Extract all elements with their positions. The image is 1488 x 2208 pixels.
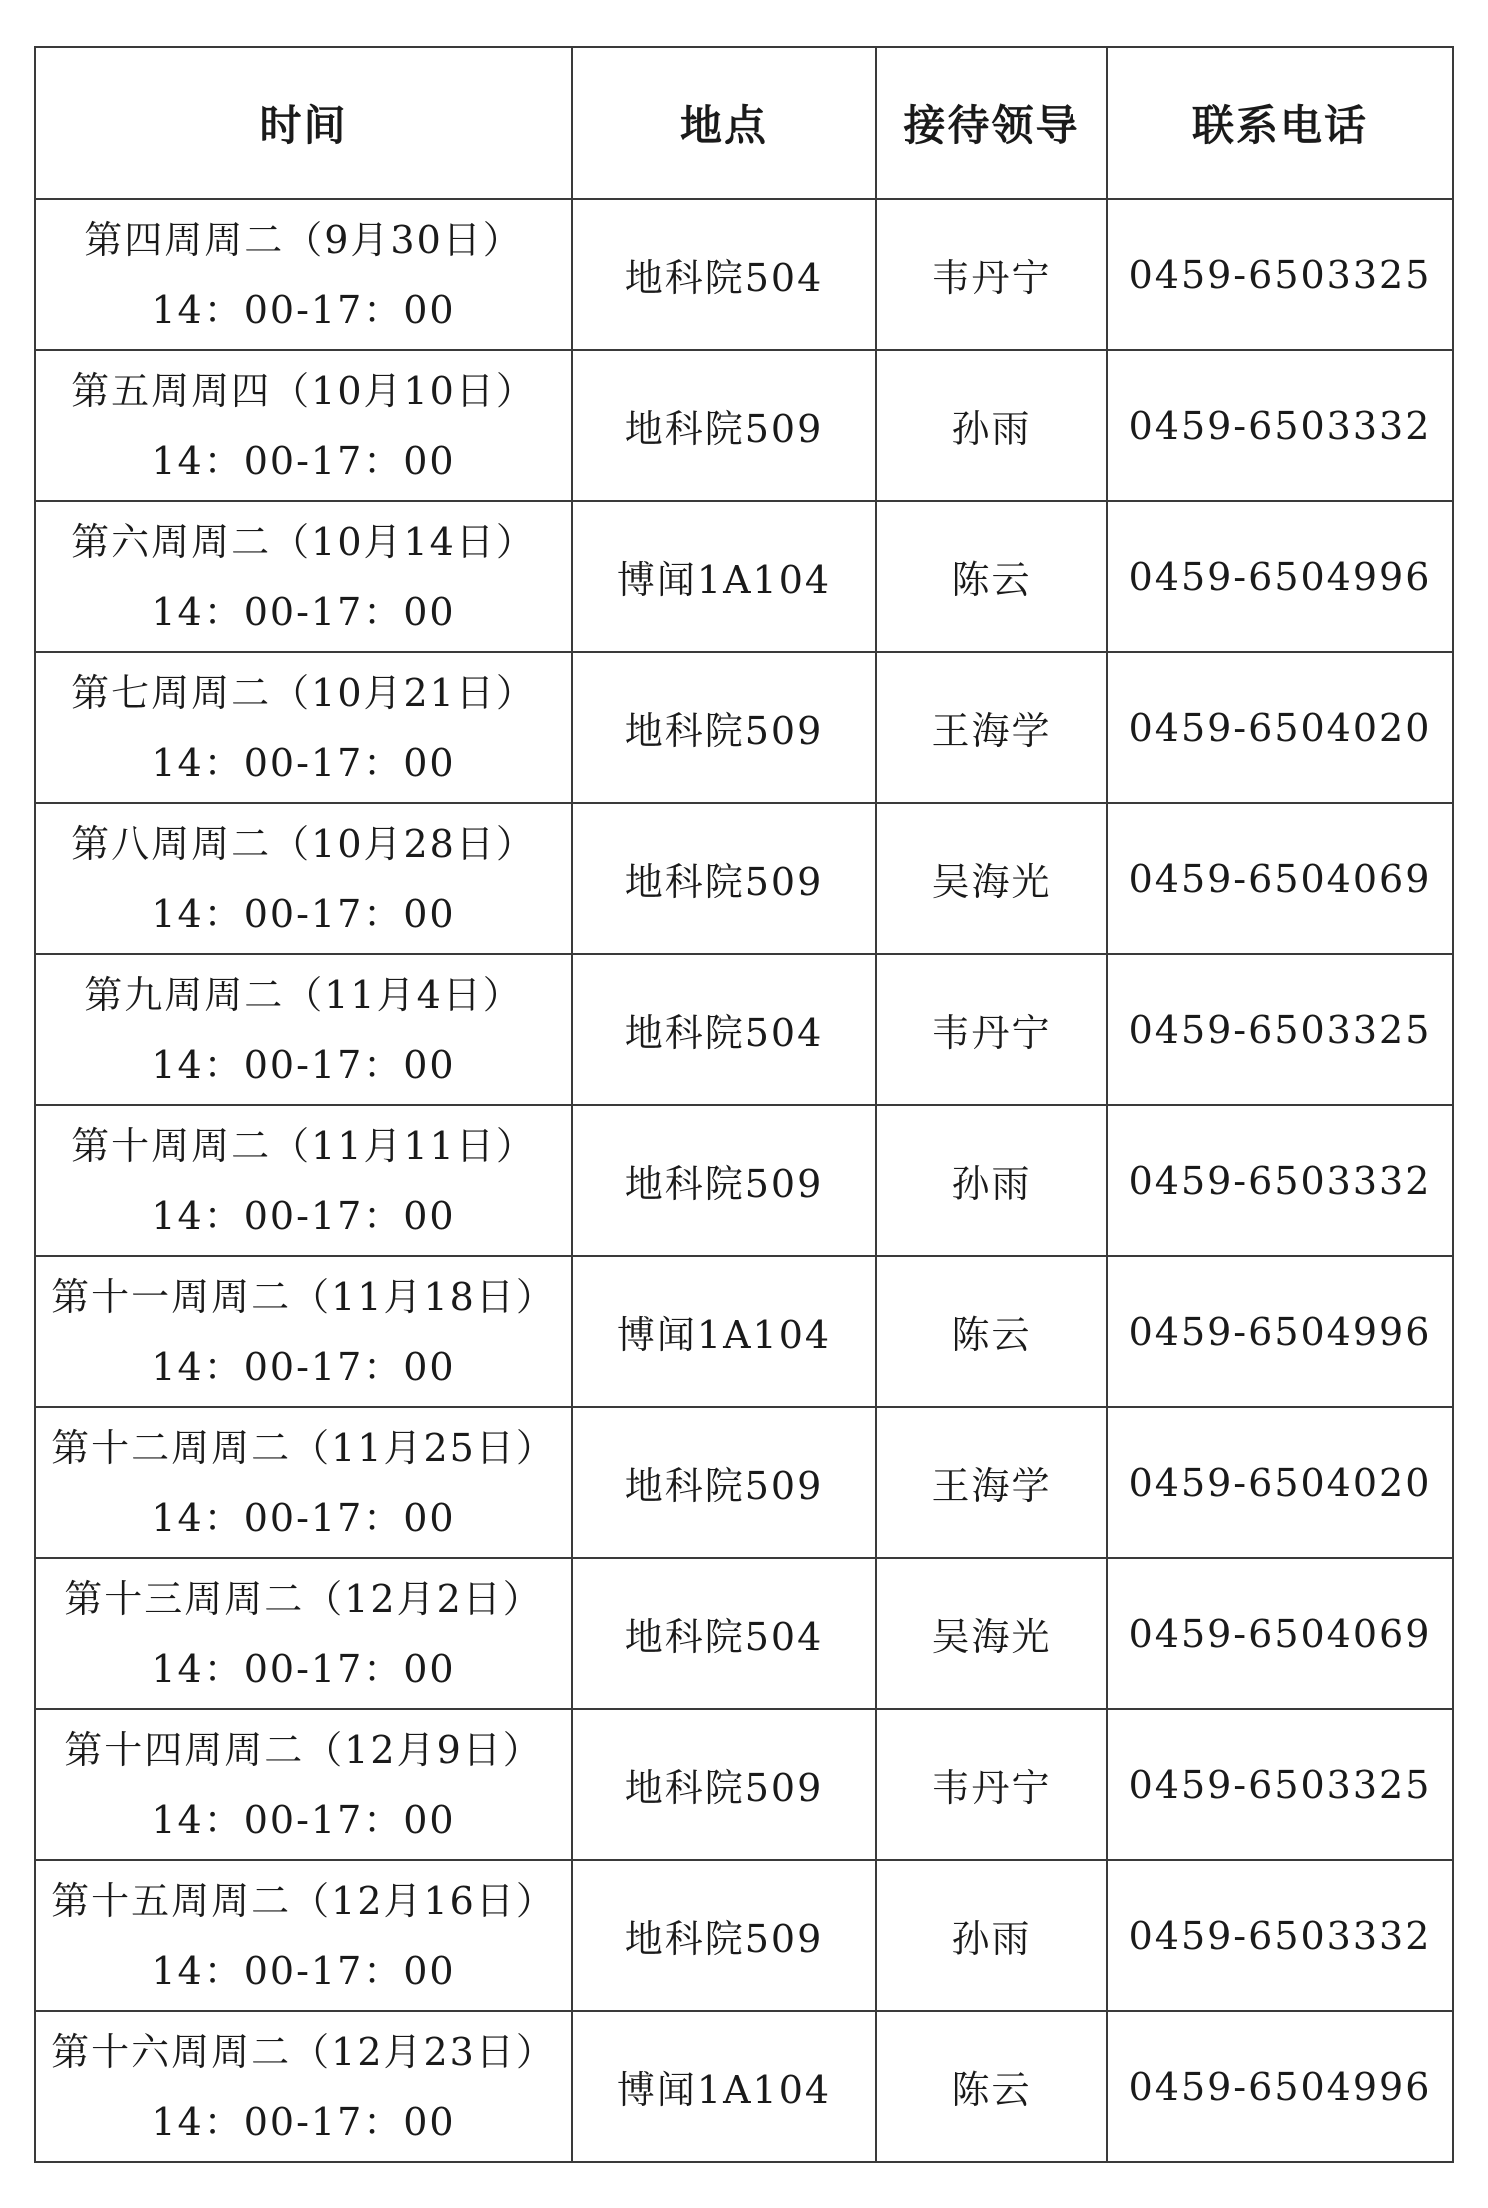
table-row bbox=[35, 1256, 1453, 1407]
cell-time bbox=[35, 1105, 572, 1256]
cell-phone: 0459-6504996 bbox=[1107, 1256, 1453, 1407]
cell-leader: 王海学 bbox=[876, 1407, 1107, 1558]
cell-leader: 陈云 bbox=[876, 1256, 1107, 1407]
cell-leader: 韦丹宁 bbox=[876, 1709, 1107, 1860]
cell-leader: 韦丹宁 bbox=[876, 954, 1107, 1105]
table-row bbox=[35, 1860, 1453, 2011]
cell-place: 地科院504 bbox=[572, 1558, 876, 1709]
cell-time bbox=[35, 2011, 572, 2162]
time-week-date: 第六周周二（10月14日） bbox=[71, 519, 536, 564]
cell-place: 地科院504 bbox=[572, 954, 876, 1105]
cell-phone: 0459-6504069 bbox=[1107, 1558, 1453, 1709]
time-hours: 14：00-17：00 bbox=[151, 740, 456, 785]
time-hours: 14：00-17：00 bbox=[151, 1797, 456, 1842]
cell-place: 博闻1A104 bbox=[572, 501, 876, 652]
time-hours: 14：00-17：00 bbox=[151, 589, 456, 634]
reception-schedule-table bbox=[34, 46, 1454, 2163]
time-week-date: 第四周周二（9月30日） bbox=[84, 217, 523, 262]
cell-leader: 孙雨 bbox=[876, 1860, 1107, 2011]
cell-place: 地科院504 bbox=[572, 199, 876, 350]
header-place: 地点 bbox=[572, 47, 876, 199]
cell-leader: 陈云 bbox=[876, 2011, 1107, 2162]
cell-place: 地科院509 bbox=[572, 803, 876, 954]
table-row bbox=[35, 199, 1453, 350]
table-row bbox=[35, 501, 1453, 652]
time-week-date: 第五周周四（10月10日） bbox=[71, 368, 536, 413]
time-week-date: 第十四周周二（12月9日） bbox=[64, 1727, 543, 1772]
time-week-date: 第十六周周二（12月23日） bbox=[51, 2029, 556, 2074]
header-row bbox=[35, 47, 1453, 199]
cell-time bbox=[35, 1256, 572, 1407]
table-row bbox=[35, 2011, 1453, 2162]
cell-time bbox=[35, 1860, 572, 2011]
cell-time bbox=[35, 1407, 572, 1558]
cell-time bbox=[35, 652, 572, 803]
table-row bbox=[35, 1709, 1453, 1860]
time-week-date: 第十周周二（11月11日） bbox=[71, 1123, 536, 1168]
time-hours: 14：00-17：00 bbox=[151, 1948, 456, 1993]
cell-time bbox=[35, 501, 572, 652]
cell-time bbox=[35, 199, 572, 350]
table-body bbox=[35, 199, 1453, 2162]
cell-phone: 0459-6503332 bbox=[1107, 1105, 1453, 1256]
header-time: 时间 bbox=[35, 47, 572, 199]
table-row bbox=[35, 954, 1453, 1105]
time-week-date: 第八周周二（10月28日） bbox=[71, 821, 536, 866]
cell-place: 博闻1A104 bbox=[572, 2011, 876, 2162]
cell-phone: 0459-6504996 bbox=[1107, 501, 1453, 652]
time-hours: 14：00-17：00 bbox=[151, 287, 456, 332]
cell-phone: 0459-6503325 bbox=[1107, 1709, 1453, 1860]
cell-leader: 吴海光 bbox=[876, 803, 1107, 954]
cell-time bbox=[35, 350, 572, 501]
cell-phone: 0459-6503332 bbox=[1107, 1860, 1453, 2011]
time-hours: 14：00-17：00 bbox=[151, 1646, 456, 1691]
table-row bbox=[35, 652, 1453, 803]
cell-phone: 0459-6504020 bbox=[1107, 652, 1453, 803]
time-week-date: 第九周周二（11月4日） bbox=[84, 972, 523, 1017]
cell-time bbox=[35, 1558, 572, 1709]
time-week-date: 第七周周二（10月21日） bbox=[71, 670, 536, 715]
table-row bbox=[35, 350, 1453, 501]
time-hours: 14：00-17：00 bbox=[151, 1193, 456, 1238]
cell-time bbox=[35, 954, 572, 1105]
time-hours: 14：00-17：00 bbox=[151, 1495, 456, 1540]
cell-phone: 0459-6503325 bbox=[1107, 199, 1453, 350]
cell-leader: 王海学 bbox=[876, 652, 1107, 803]
table-row bbox=[35, 1407, 1453, 1558]
time-hours: 14：00-17：00 bbox=[151, 891, 456, 936]
header-phone: 联系电话 bbox=[1107, 47, 1453, 199]
time-hours: 14：00-17：00 bbox=[151, 1042, 456, 1087]
cell-leader: 孙雨 bbox=[876, 1105, 1107, 1256]
table-row bbox=[35, 1105, 1453, 1256]
time-hours: 14：00-17：00 bbox=[151, 2099, 456, 2144]
time-hours: 14：00-17：00 bbox=[151, 1344, 456, 1389]
time-week-date: 第十一周周二（11月18日） bbox=[51, 1274, 556, 1319]
cell-place: 地科院509 bbox=[572, 1407, 876, 1558]
cell-phone: 0459-6504020 bbox=[1107, 1407, 1453, 1558]
cell-leader: 韦丹宁 bbox=[876, 199, 1107, 350]
cell-place: 地科院509 bbox=[572, 652, 876, 803]
cell-place: 地科院509 bbox=[572, 350, 876, 501]
time-hours: 14：00-17：00 bbox=[151, 438, 456, 483]
table-header bbox=[35, 47, 1453, 199]
cell-phone: 0459-6504069 bbox=[1107, 803, 1453, 954]
cell-place: 地科院509 bbox=[572, 1105, 876, 1256]
cell-leader: 吴海光 bbox=[876, 1558, 1107, 1709]
cell-place: 地科院509 bbox=[572, 1860, 876, 2011]
table-row bbox=[35, 1558, 1453, 1709]
cell-phone: 0459-6503325 bbox=[1107, 954, 1453, 1105]
cell-place: 博闻1A104 bbox=[572, 1256, 876, 1407]
cell-phone: 0459-6503332 bbox=[1107, 350, 1453, 501]
cell-time bbox=[35, 803, 572, 954]
cell-time bbox=[35, 1709, 572, 1860]
time-week-date: 第十二周周二（11月25日） bbox=[51, 1425, 556, 1470]
header-leader: 接待领导 bbox=[876, 47, 1107, 199]
cell-leader: 陈云 bbox=[876, 501, 1107, 652]
time-week-date: 第十三周周二（12月2日） bbox=[64, 1576, 543, 1621]
time-week-date: 第十五周周二（12月16日） bbox=[51, 1878, 556, 1923]
cell-phone: 0459-6504996 bbox=[1107, 2011, 1453, 2162]
table-row bbox=[35, 803, 1453, 954]
cell-place: 地科院509 bbox=[572, 1709, 876, 1860]
cell-leader: 孙雨 bbox=[876, 350, 1107, 501]
